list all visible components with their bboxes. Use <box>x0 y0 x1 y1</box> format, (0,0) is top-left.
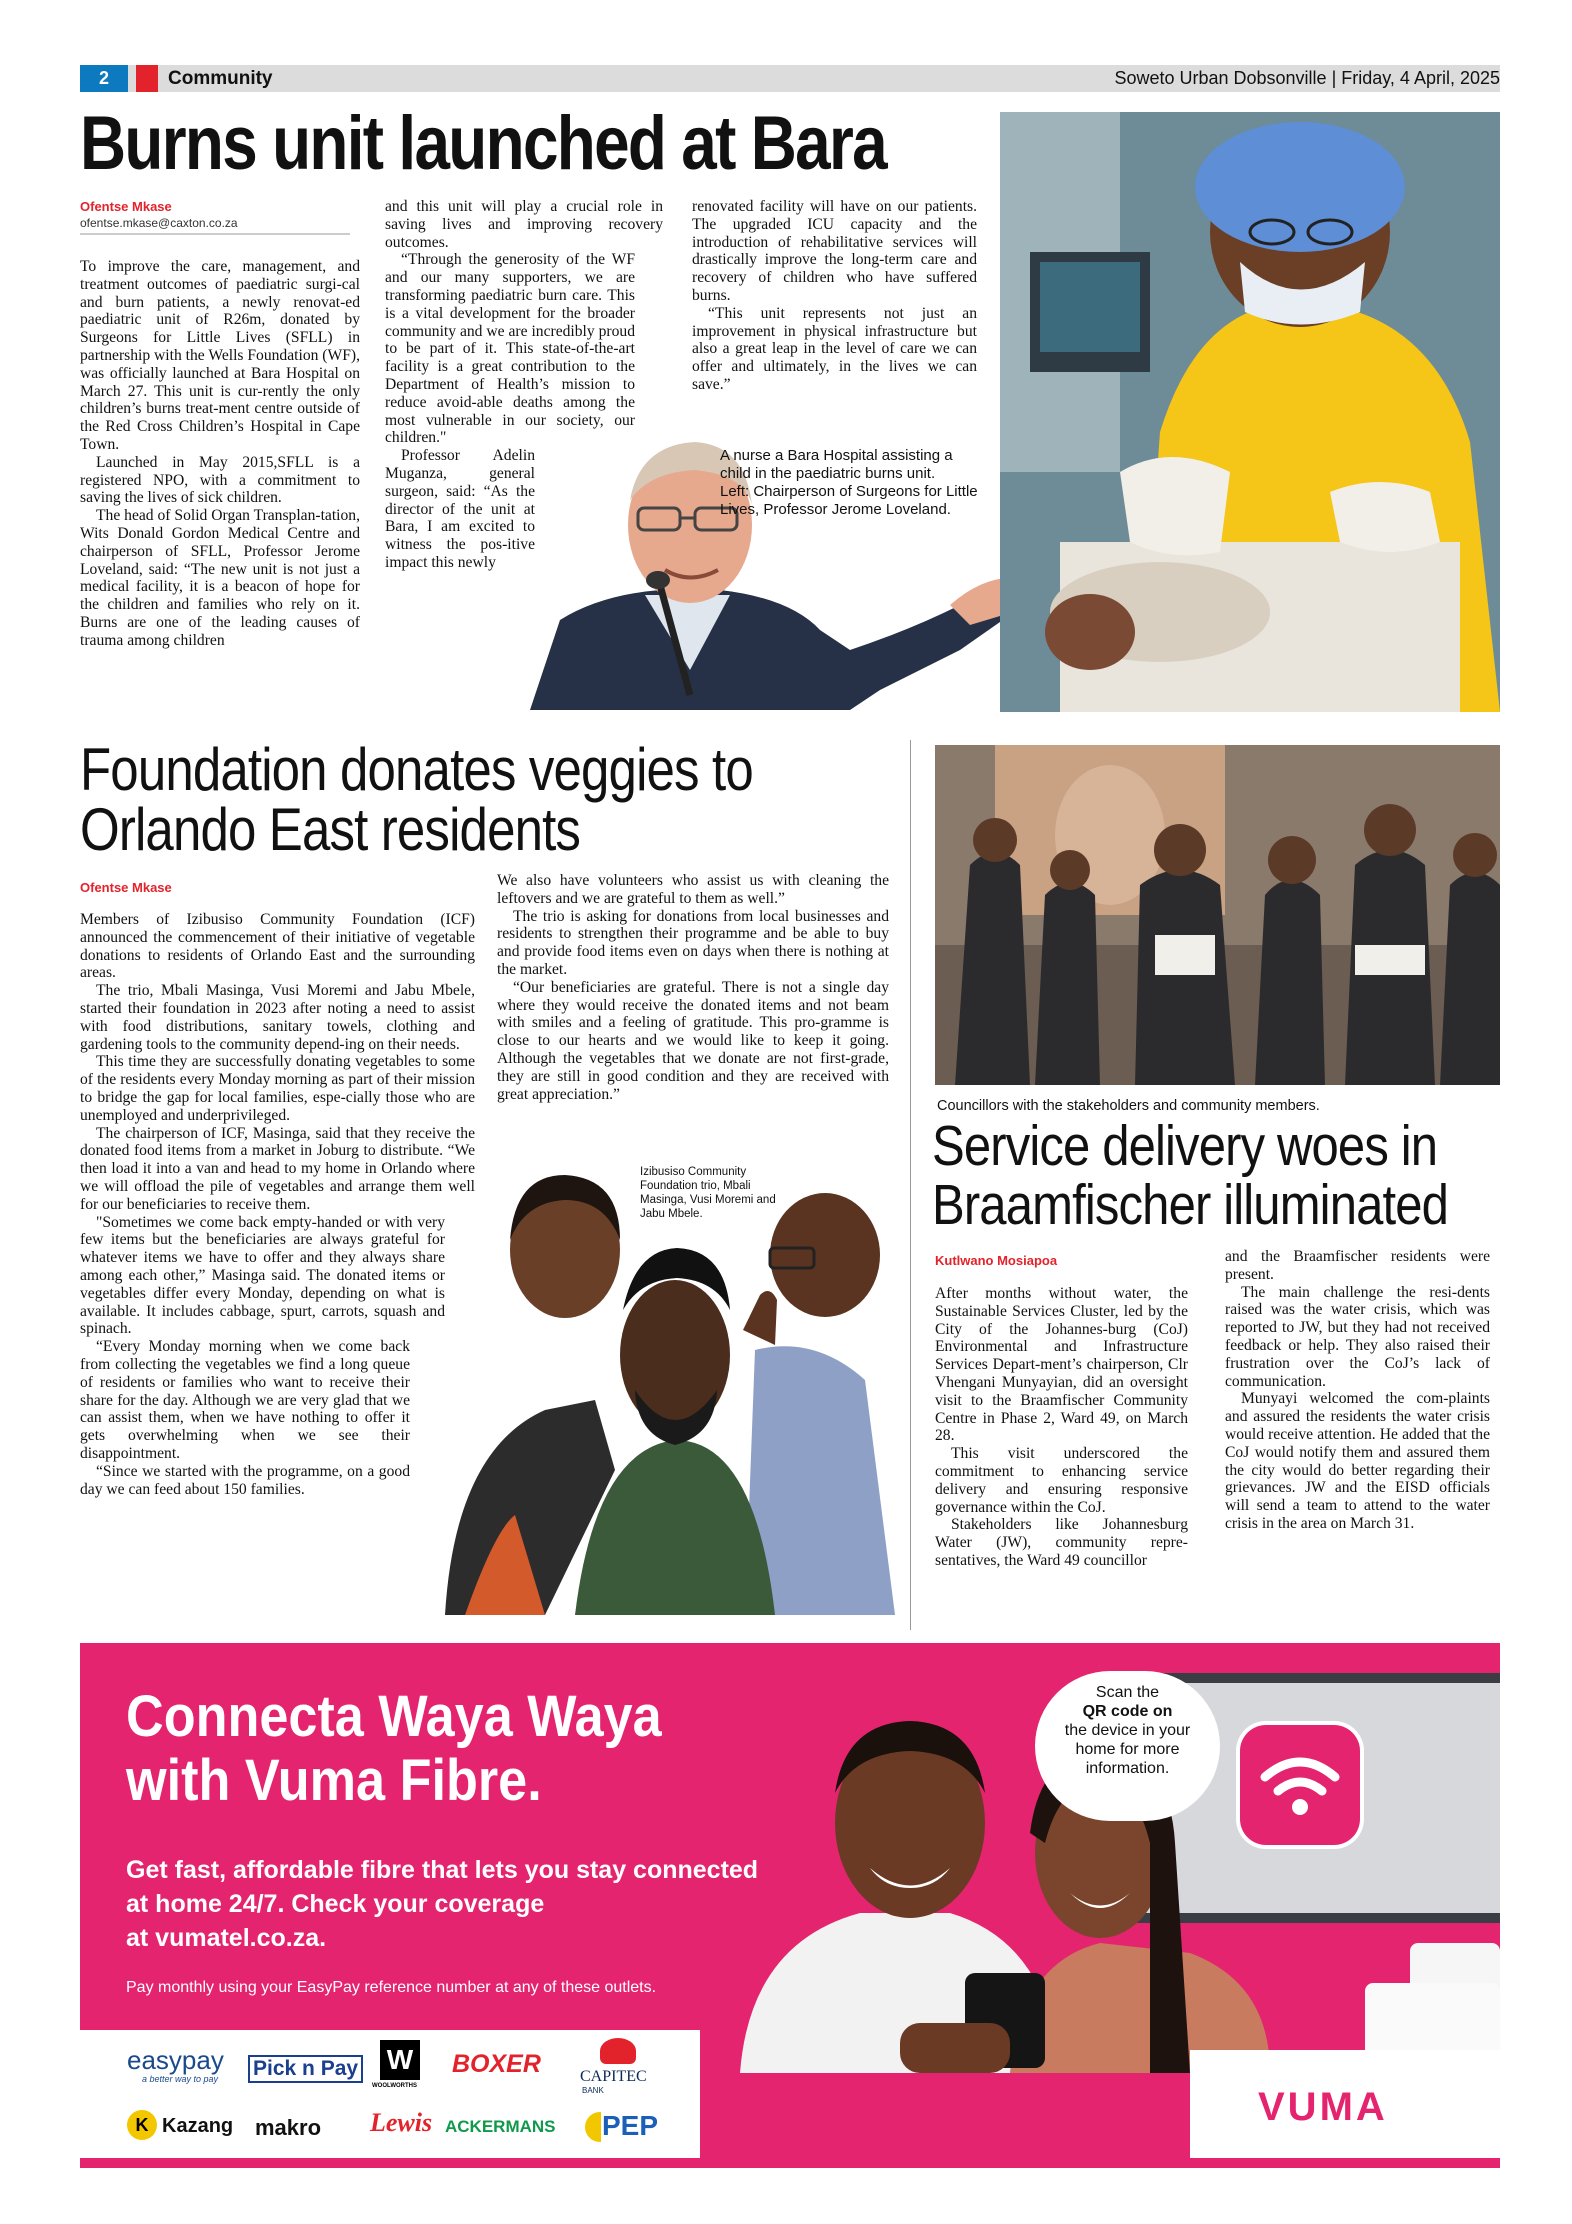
paragraph: and this unit will play a crucial role in saving lives and improving recovery outcomes. <box>385 198 663 251</box>
article3-col1 <box>935 1285 1188 1570</box>
paragraph: Members of Izibusiso Community Foundation (ICF) announced the commencement of their initiative of vegetable donations to residents of Orlando East and the surrounding areas. <box>80 911 475 982</box>
article3-headline-line2: Braamfischer illuminated <box>932 1173 1449 1237</box>
paragraph: The trio, Mbali Masinga, Vusi Moremi and Jabu Mbele, started their foundation in 2023 after noting a need to assist with food distributions, sanitary towels, clothing and gardening tools to the community depend-ing on their needs. <box>80 982 475 1053</box>
article2-headline-line2: Orlando East residents <box>80 796 581 863</box>
ad-headline-line1: Connecta Waya Waya <box>126 1684 662 1749</box>
article1-byline: Ofentse Mkase <box>80 199 172 214</box>
paragraph: “Since we started with the programme, on a good day we can feed about 150 families. <box>80 1462 410 1498</box>
paragraph: and the Braamfischer residents were present. <box>1225 1248 1490 1283</box>
article2-headline-line1: Foundation donates veggies to <box>80 736 753 803</box>
paragraph: The trio is asking for donations from local businesses and residents to strengthen their programme and be able to buy and provide food items even on days when there is nothing at the market. <box>497 907 889 978</box>
boxer-logo: BOXER <box>452 2050 541 2078</box>
woolworths-logo: W <box>380 2040 420 2080</box>
article1-email[interactable]: ofentse.mkase@caxton.co.za <box>80 216 238 230</box>
ad-body-line: at home 24/7. Check your coverage <box>126 1890 545 1918</box>
speech-bubble-text <box>1040 1683 1215 1778</box>
woolworths-sub: WOOLWORTHS <box>372 2083 417 2089</box>
bubble-line: Scan the <box>1095 1684 1160 1701</box>
community-illustration <box>935 745 1500 1085</box>
article2-caption: Izibusiso Community Foundation trio, Mbali Masinga, Vusi Moremi and Jabu Mbele. <box>640 1166 776 1220</box>
bubble-line: the device in your <box>1064 1722 1191 1739</box>
paragraph: The chairperson of ICF, Masinga, said that they receive the donated food items from a market in Joburg to distribute. “We then load it into a van and head to my home in Orlando where we will offload the pile of vegetables and arrange them well for our beneficiaries to receive them. <box>80 1124 475 1213</box>
ad-body-line[interactable]: at vumatel.co.za. <box>126 1924 327 1952</box>
makro-logo: makro <box>255 2115 322 2140</box>
paragraph: "Sometimes we come back empty-handed or with very few items but the beneficiaries are always grateful for whatever items we have to offer and they always share among each other,” Masinga said. The donated items or vegetables differ every Monday, depending on what is available. It includes cabbage, spurt, carrots, squash and spinach. <box>80 1213 445 1338</box>
paragraph: “Every Monday morning when we come back from collecting the vegetables we find a long queue of residents or families who want to receive their share for the day. Although we are very glad that we can assist them, when we have nothing to offer it gets overwhelming when we see their disappointment. <box>80 1338 410 1462</box>
paragraph: Stakeholders like Johannesburg Water (JW), community repre-sentatives, the Ward 49 councillor <box>935 1516 1188 1569</box>
article2-byline: Ofentse Mkase <box>80 880 172 895</box>
wifi-app-tile <box>1240 1725 1360 1845</box>
ackermans-logo: ACKERMANS <box>445 2117 556 2136</box>
lewis-logo: Lewis <box>370 2108 433 2137</box>
article3-col2 <box>1225 1248 1490 1533</box>
kazang-logo: Kazang <box>162 2115 234 2137</box>
section-marker <box>136 65 158 92</box>
page-number: 2 <box>80 65 128 92</box>
column-divider <box>910 740 911 1630</box>
byline-rule <box>80 233 350 235</box>
bubble-line: home for more <box>1075 1741 1180 1758</box>
article1-col3 <box>692 198 977 394</box>
vuma-logo: VUMA <box>1258 2085 1388 2129</box>
paragraph: Munyayi welcomed the com-plaints and assured the residents the water crisis would receive attention. He added that the CoJ would notify them and assured them the city would do better regarding their grievances. JW and the EISD officials will send a team to attend to the water crisis in the area on March 31. <box>1225 1390 1490 1532</box>
paragraph: Launched in May 2015,SFLL is a registered NPO, with a commitment to saving the lives of sick children. <box>80 453 360 507</box>
paragraph: “Our beneficiaries are grateful. There is not a single day where they would receive the donated items and not beam with smiles and a feeling of gratitude. This pro-gramme is close to our hearts and we would like to keep it going. Although the vegetables that we donate are not first-grade, they are still in good condition and they are received with great appreciation.” <box>497 978 889 1103</box>
ad-headline-line2: with Vuma Fibre. <box>126 1748 542 1813</box>
ad-body <box>126 1853 758 1955</box>
article3-headline-line1: Service delivery woes in <box>932 1114 1438 1178</box>
ad-bottom-rule <box>80 2158 1500 2168</box>
paragraph: To improve the care, management, and treatment outcomes of paediatric surgi-cal and burn patients, a newly renovat-ed paediatric unit of R26m, donated by Surgeons for Little Lives (SFLL) in partnership with the Wells Foundation (WF), was officially launched at Bara Hospital on March 27. This unit is cur-rently the only children’s burns treat-ment centre outside of the Red Cross Children’s Hospital in Cape Town. <box>80 258 360 453</box>
wifi-icon <box>1240 1725 1360 1845</box>
paragraph: We also have volunteers who assist us with cleaning the leftovers and we are grateful to them as well.” <box>497 872 889 907</box>
pep-logo: PEP <box>602 2110 659 2141</box>
section-title: Community <box>168 68 273 89</box>
outlet-logos <box>80 2030 700 2160</box>
easypay-tagline: a better way to pay <box>142 2074 219 2084</box>
paragraph: After months without water, the Sustainable Services Cluster, led by the City of the Johannes-burg (CoJ) Environmental and Infrastructure Services Depart-ment’s chairperson, Clr Vhengani Munyayian, did an oversight visit to the Braamfischer Community Centre in Phase 2, Ward 49, on March 28. <box>935 1285 1188 1445</box>
capitec-logo: CAPITEC <box>580 2068 647 2085</box>
dateline: Soweto Urban Dobsonville | Friday, 4 April, 2025 <box>1114 68 1500 88</box>
article2-col2 <box>497 872 889 1103</box>
article3-byline: Kutlwano Mosiapoa <box>935 1253 1058 1268</box>
picknpay-logo: Pick n Pay <box>248 2055 363 2083</box>
paragraph: The main challenge the resi-dents raised was the water crisis, which was reported to JW, but they had not received feedback or help. They also raised their frustration over the CoJ’s lack of communication. <box>1225 1283 1490 1390</box>
bubble-line: QR code on <box>1082 1703 1173 1720</box>
easypay-logo: easypay <box>127 2045 224 2075</box>
article3-photo-caption: Councillors with the stakeholders and community members. <box>937 1098 1320 1114</box>
pep-mark <box>585 2112 601 2142</box>
bubble-line: information. <box>1085 1760 1170 1777</box>
nurse-illustration <box>1000 112 1500 712</box>
paragraph: The head of Solid Organ Transplan-tation, Wits Donald Gordon Medical Centre and chairperson of SFLL, Professor Jerome Loveland, said: “The new unit is not just a medical facility, it is a beacon of hope for the children and families who rely on it. Burns are one of the leading causes of trauma among children <box>80 507 360 649</box>
article1-caption: A nurse a Bara Hospital assisting a child in the paediatric burns unit. Left: Chairperson of Surgeons for Little Lives, Professor Jerome Loveland. <box>720 447 978 518</box>
article1-col1 <box>80 258 360 650</box>
capitec-sub: BANK <box>582 2086 604 2095</box>
article1-headline: Burns unit launched at Bara <box>80 101 886 186</box>
kazang-icon: K <box>127 2110 157 2140</box>
ad-payline: Pay monthly using your EasyPay reference number at any of these outlets. <box>126 1979 657 1996</box>
paragraph: “Through the generosity of the WF and our many supporters, we are transforming paediatric burn care. This is a vital development for the broader community and we are incredibly proud to be part of it. This state-of-the-art facility is a great contribution to the Department of Health’s mission to reduce avoid-able deaths among the most vulnerable in our society, our children." <box>385 251 635 447</box>
photo-nurse-burns-unit <box>1000 112 1500 712</box>
paragraph: renovated facility will have on our patients. The upgraded ICU capacity and the introduction of rehabilitative services will drastically improve the long-term care and recovery of children who have suffered burns. <box>692 198 977 304</box>
paragraph: Professor Adelin Muganza, general surgeon, said: “As the director of the unit at Bara, I am excited to witness the pos-itive impact this newly <box>385 447 535 571</box>
paragraph: This time they are successfully donating vegetables to some of the residents every Monday morning as part of their mission to bridge the gap for local families, espe-cially those who are unemployed and underprivileged. <box>80 1053 475 1124</box>
ad-body-line: Get fast, affordable fibre that lets you stay connected <box>126 1856 759 1884</box>
paragraph: This visit underscored the commitment to enhancing service delivery and ensuring responsive governance within the CoJ. <box>935 1445 1188 1516</box>
paragraph: “This unit represents not just an improvement in physical infrastructure but also a great leap in the level of care we can offer and ultimately, in the lives we can save.” <box>692 304 977 393</box>
article2-col1 <box>80 911 475 1498</box>
capitec-mark <box>600 2038 636 2064</box>
photo-councillors-community <box>935 745 1500 1085</box>
